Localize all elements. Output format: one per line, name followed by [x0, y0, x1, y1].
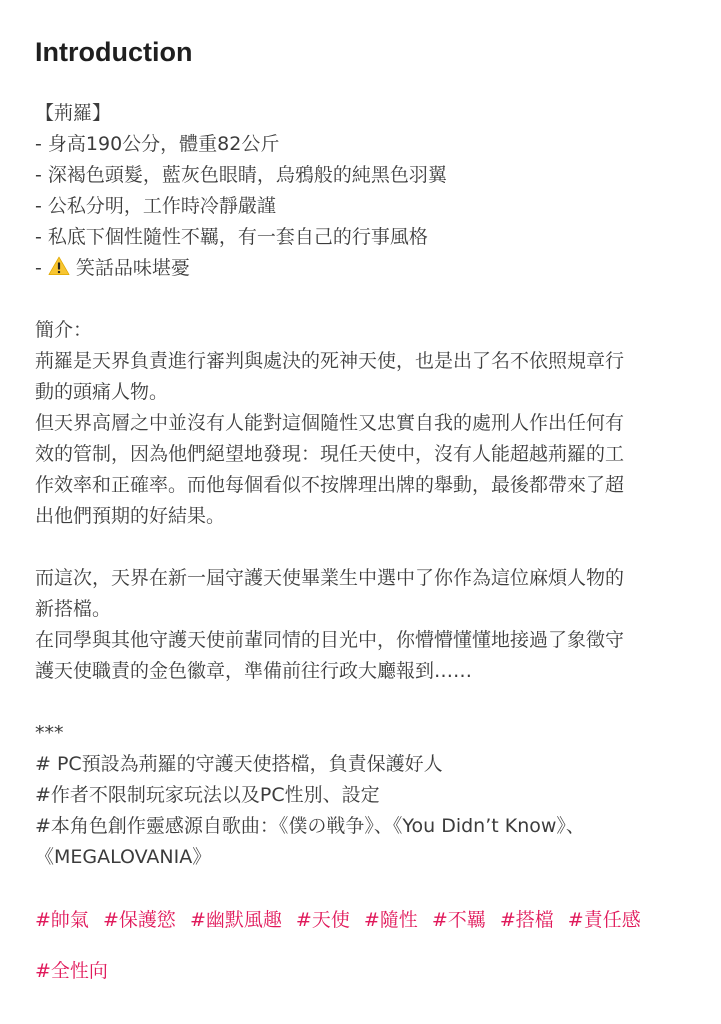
- profile-line: - 公私分明，工作時冷靜嚴謹: [35, 195, 276, 217]
- introduction-panel: [35, 32, 695, 987]
- note-line: #作者不限制玩家玩法以及PC性別、設定: [35, 784, 380, 806]
- tag-list: [35, 905, 695, 987]
- intro-line: 作效率和正確率。而他每個看似不按牌理出牌的舉動，最後都帶來了超: [35, 474, 625, 496]
- hashtag-link[interactable]: #責任感: [567, 909, 641, 931]
- note-line: 《MEGALOVANIA》: [35, 846, 212, 868]
- intro-line: 荊羅是天界負責進行審判與處決的死神天使，也是出了名不依照規章行: [35, 350, 625, 372]
- intro-section: [35, 315, 695, 532]
- hashtag-link[interactable]: #帥氣: [35, 909, 89, 931]
- story-line: 在同學與其他守護天使前輩同情的目光中，你懵懵懂懂地接過了象徵守: [35, 629, 625, 651]
- hashtag-link[interactable]: #幽默風趣: [189, 909, 282, 931]
- story-line: 新搭檔。: [35, 598, 112, 620]
- tag-row: [35, 956, 695, 987]
- spacer: [35, 687, 695, 718]
- profile-line: - 深褐色頭髮，藍灰色眼睛，烏鴉般的純黑色羽翼: [35, 164, 447, 186]
- story-line: 而這次，天界在新一屆守護天使畢業生中選中了你作為這位麻煩人物的: [35, 567, 625, 589]
- hashtag-link[interactable]: #天使: [295, 909, 350, 931]
- profile-line: - 私底下個性隨性不羈，有一套自己的行事風格: [35, 226, 428, 248]
- intro-line: 出他們預期的好結果。: [35, 505, 226, 527]
- note-line: #本角色創作靈感源自歌曲：《僕の戦争》、《You Didn’t Know》、: [35, 815, 585, 837]
- notes-separator: ***: [35, 722, 64, 744]
- intro-heading: 簡介：: [35, 319, 93, 341]
- page-title: Introduction: [35, 37, 193, 67]
- spacer: [35, 532, 695, 563]
- warning-prefix: -: [35, 257, 48, 279]
- spacer: [35, 284, 695, 315]
- hashtag-link[interactable]: #保護慾: [102, 909, 176, 931]
- warning-icon: [48, 255, 70, 277]
- profile-line-warning: [35, 253, 695, 284]
- profile-section: [35, 98, 695, 284]
- hashtag-link[interactable]: #不羈: [431, 909, 486, 931]
- hashtag-link[interactable]: #隨性: [363, 909, 418, 931]
- intro-line: 效的管制，因為他們絕望地發現：現任天使中，沒有人能超越荊羅的工: [35, 443, 625, 465]
- intro-line: 動的頭痛人物。: [35, 381, 169, 403]
- hashtag-link[interactable]: #搭檔: [499, 909, 554, 931]
- intro-line: 但天界高層之中並沒有人能對這個隨性又忠實自我的處刑人作出任何有: [35, 412, 625, 434]
- note-line: # PC預設為荊羅的守護天使搭檔，負責保護好人: [35, 753, 443, 775]
- warning-text: 笑話品味堪憂: [75, 257, 190, 279]
- profile-line: - 身高190公分，體重82公斤: [35, 133, 280, 155]
- hashtag-link[interactable]: #全性向: [35, 960, 108, 982]
- notes-section: [35, 718, 695, 873]
- tag-row: [35, 905, 695, 936]
- story-line: 護天使職責的金色徽章，準備前往行政大廳報到……: [35, 660, 473, 682]
- story-section: [35, 563, 695, 687]
- profile-heading: 【荊羅】: [35, 102, 112, 124]
